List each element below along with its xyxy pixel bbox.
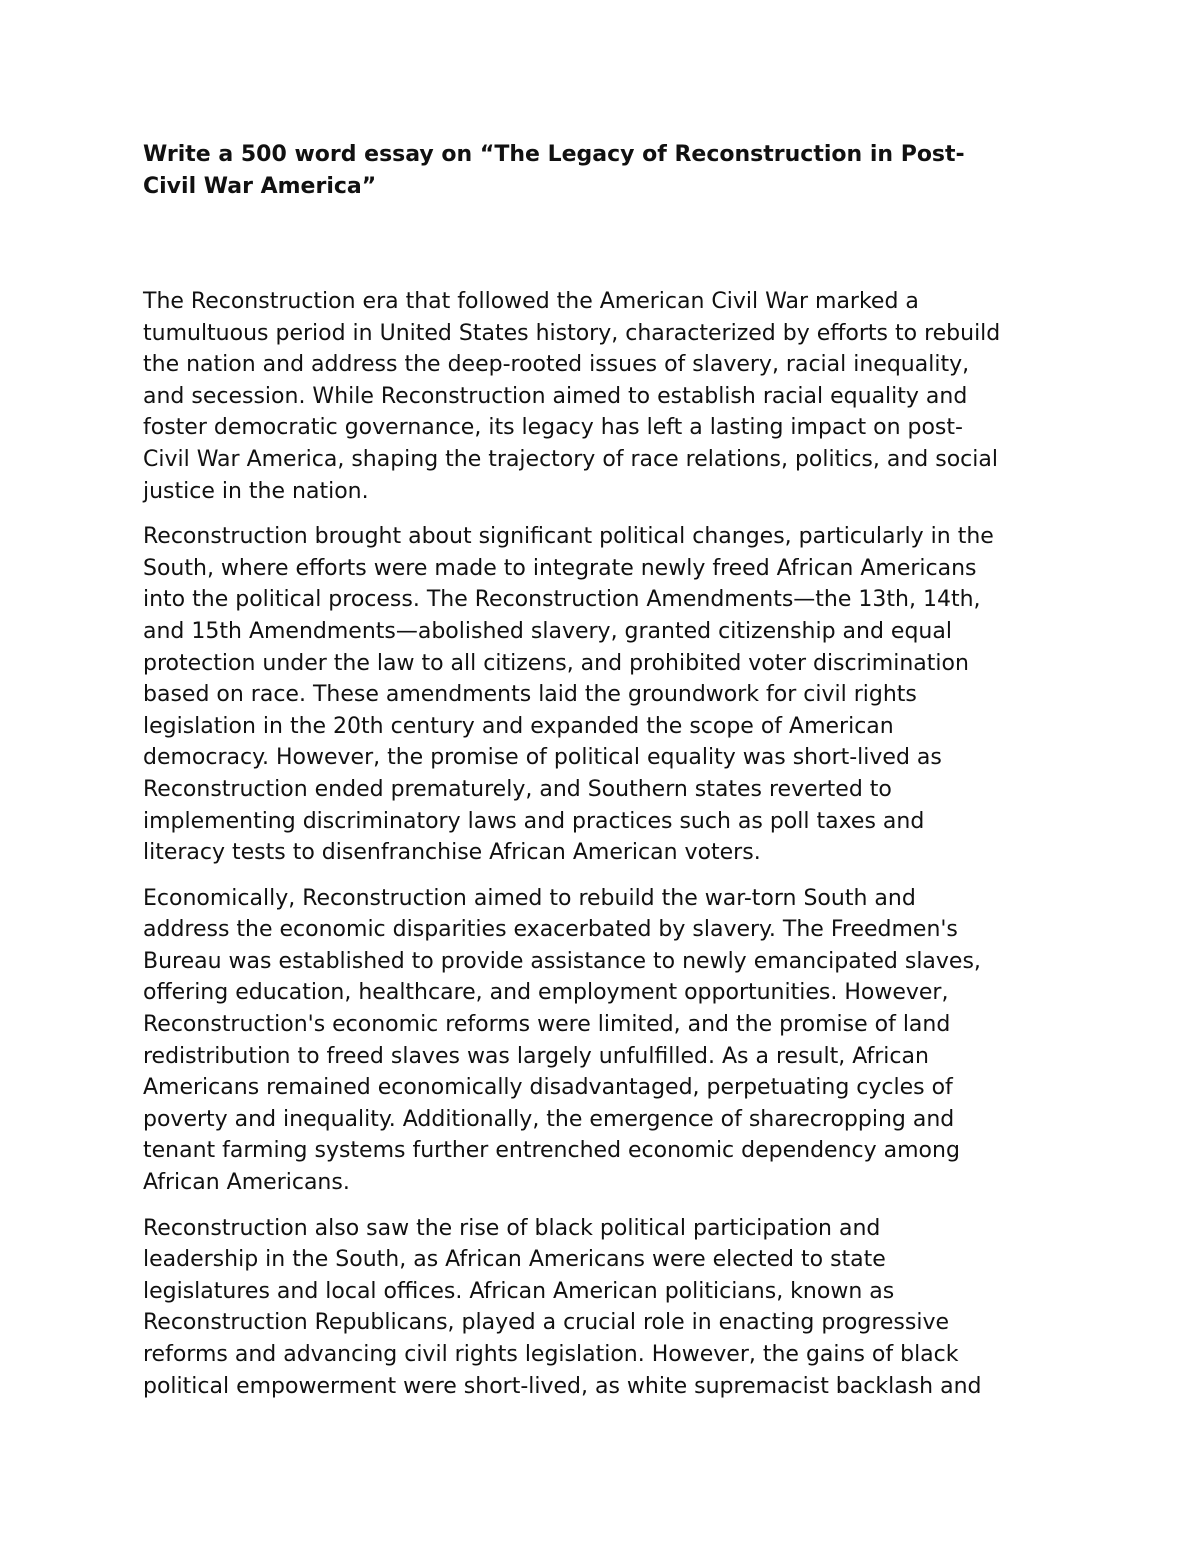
paragraph-introduction	[143, 286, 1073, 507]
text-line: based on race. These amendments laid the groundwork for civil rights	[143, 682, 917, 708]
text-line: the nation and address the deep-rooted issues of slavery, racial inequality,	[143, 352, 970, 378]
essay-title	[143, 139, 1073, 203]
text-line: and secession. While Reconstruction aimed to establish racial equality and	[143, 383, 968, 409]
document-body	[143, 139, 1073, 1416]
paragraph-political-changes	[143, 521, 1073, 869]
text-line: foster democratic governance, its legacy has left a lasting impact on post-	[143, 415, 963, 441]
title-line: Write a 500 word essay on “The Legacy of Reconstruction in Post-	[143, 142, 965, 167]
text-line: Civil War America, shaping the trajectory of race relations, politics, and social	[143, 446, 998, 472]
text-line: The Reconstruction era that followed the American Civil War marked a	[143, 289, 919, 314]
text-line: legislatures and local offices. African American politicians, known as	[143, 1278, 895, 1304]
text-line: legislation in the 20th century and expanded the scope of American	[143, 713, 894, 739]
text-line: Reconstruction ended prematurely, and Southern states reverted to	[143, 776, 892, 802]
text-line: redistribution to freed slaves was largely unfulfilled. As a result, African	[143, 1043, 929, 1069]
text-line: into the political process. The Reconstruction Amendments—the 13th, 14th,	[143, 587, 981, 613]
text-line: leadership in the South, as African Americans were elected to state	[143, 1247, 886, 1273]
paragraph-economic	[143, 883, 1073, 1199]
text-line: African Americans.	[143, 1170, 350, 1196]
text-line: implementing discriminatory laws and practices such as poll taxes and	[143, 808, 925, 834]
paragraph-black-political-participation	[143, 1213, 1073, 1403]
text-line: tenant farming systems further entrenched economic dependency among	[143, 1138, 960, 1164]
text-line: reforms and advancing civil rights legislation. However, the gains of black	[143, 1342, 959, 1367]
text-line: Americans remained economically disadvantaged, perpetuating cycles of	[143, 1075, 953, 1101]
text-line: democracy. However, the promise of political equality was short-lived as	[143, 745, 942, 771]
text-line: offering education, healthcare, and employment opportunities. However,	[143, 980, 949, 1006]
text-line: political empowerment were short-lived, as white supremacist backlash and	[143, 1373, 982, 1399]
text-line: poverty and inequality. Additionally, the emergence of sharecropping and	[143, 1106, 955, 1132]
text-line: Reconstruction also saw the rise of black political participation and	[143, 1215, 881, 1241]
text-line: literacy tests to disenfranchise African American voters.	[143, 840, 761, 866]
text-line: justice in the nation.	[143, 478, 369, 504]
text-line: and 15th Amendments—abolished slavery, granted citizenship and equal	[143, 618, 952, 644]
text-line: tumultuous period in United States history, characterized by efforts to rebuild	[143, 320, 1001, 346]
title-line: Civil War America”	[143, 174, 377, 199]
text-line: address the economic disparities exacerbated by slavery. The Freedmen's	[143, 917, 958, 943]
text-line: Reconstruction Republicans, played a crucial role in enacting progressive	[143, 1310, 950, 1336]
text-line: Bureau was established to provide assistance to newly emancipated slaves,	[143, 948, 981, 974]
text-line: Economically, Reconstruction aimed to rebuild the war-torn South and	[143, 885, 916, 911]
text-line: South, where efforts were made to integrate newly freed African Americans	[143, 555, 977, 581]
text-line: protection under the law to all citizens, and prohibited voter discrimination	[143, 650, 969, 676]
text-line: Reconstruction's economic reforms were limited, and the promise of land	[143, 1012, 951, 1038]
text-line: Reconstruction brought about significant political changes, particularly in the	[143, 524, 994, 550]
